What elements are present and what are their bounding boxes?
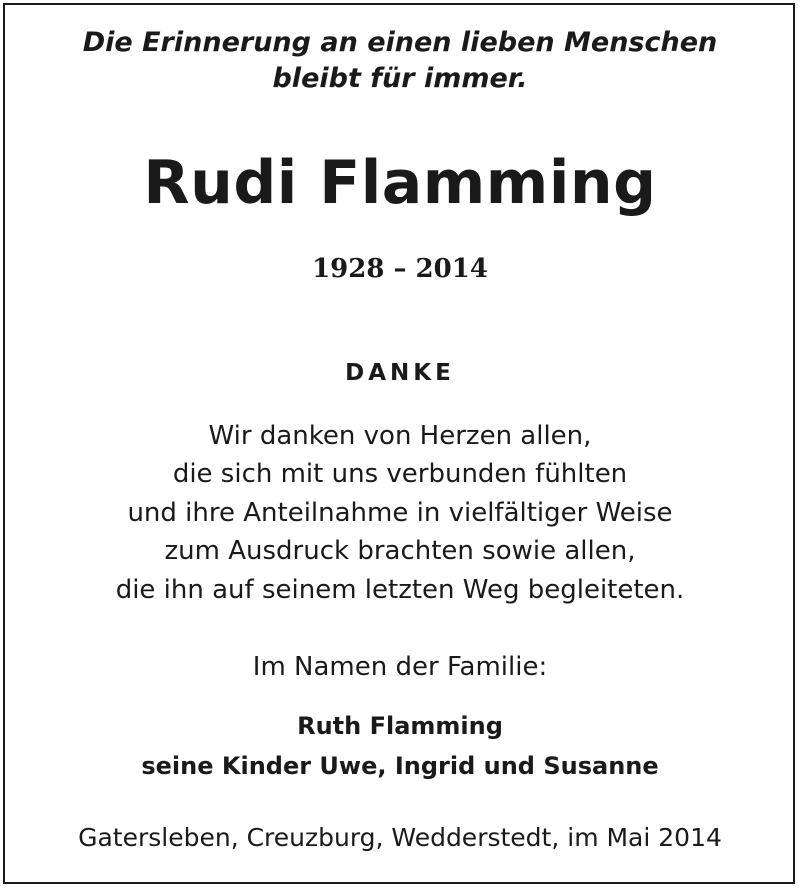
thanks-line-1: Wir danken von Herzen allen,	[208, 421, 592, 451]
life-years: 1928 – 2014	[312, 254, 488, 284]
thanks-line-3: und ihre Anteilnahme in vielfältiger Weise	[127, 498, 673, 528]
motto-line-2: bleibt für immer.	[272, 63, 528, 94]
family-intro: Im Namen der Familie:	[252, 652, 548, 682]
thanks-line-5: die ihn auf seinem letzten Weg begleiteten.	[115, 575, 685, 605]
thanks-line-4: zum Ausdruck brachten sowie allen,	[164, 536, 636, 566]
motto-line-1: Die Erinnerung an einen lieben Menschen	[82, 27, 718, 58]
family-name-2: seine Kinder Uwe, Ingrid und Susanne	[141, 752, 659, 780]
deceased-name: Rudi Flamming	[143, 148, 657, 218]
family-name-1: Ruth Flamming	[297, 712, 503, 740]
thanks-line-2: die sich mit uns verbunden fühlten	[172, 459, 628, 489]
thanks-heading: DANKE	[345, 360, 455, 386]
place-and-date: Gatersleben, Creuzburg, Wedderstedt, im Mai 2014	[78, 823, 722, 852]
